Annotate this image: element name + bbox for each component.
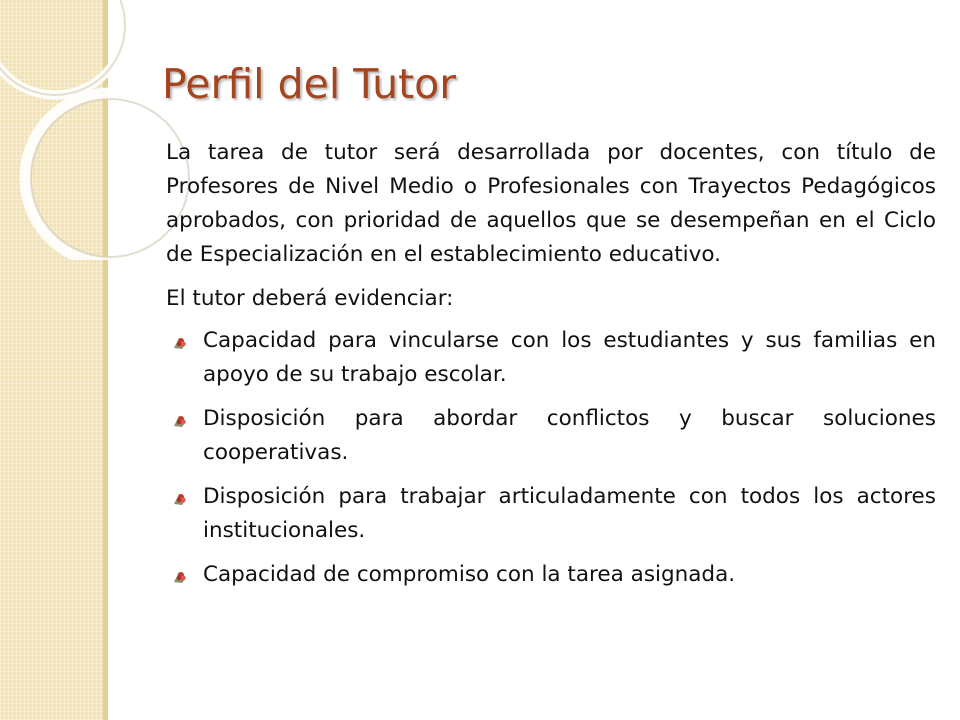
intro-paragraph: La tarea de tutor será desarrollada por docentes, con título de Profesores de Nivel Medio o Profesionales con Trayectos Pedagógicos aprobados, con prioridad de aquellos que se desempeñan en el Ciclo de Especialización en el establecimiento educativo. [166, 140, 936, 267]
list-item [166, 480, 936, 548]
lead-sentence: El tutor deberá evidenciar: [166, 286, 454, 311]
bullet-flower-icon [173, 335, 188, 350]
list-item [166, 402, 936, 470]
bullet-flower-icon [173, 413, 188, 428]
bullet-text: Disposición para trabajar articuladamente con todos los actores institucionales. [203, 484, 936, 543]
slide-title: Perfil del Tutor [162, 60, 457, 108]
bullet-flower-icon [173, 491, 188, 506]
slide-body [166, 136, 936, 602]
list-item [166, 324, 936, 392]
bullet-flower-icon [173, 569, 188, 584]
bullet-text: Capacidad de compromiso con la tarea asignada. [203, 562, 736, 587]
bullet-list [166, 324, 936, 592]
bullet-text: Disposición para abordar conflictos y buscar soluciones cooperativas. [203, 406, 936, 465]
list-item [166, 558, 936, 592]
bullet-text: Capacidad para vincularse con los estudiantes y sus familias en apoyo de su trabajo escolar. [203, 328, 936, 387]
